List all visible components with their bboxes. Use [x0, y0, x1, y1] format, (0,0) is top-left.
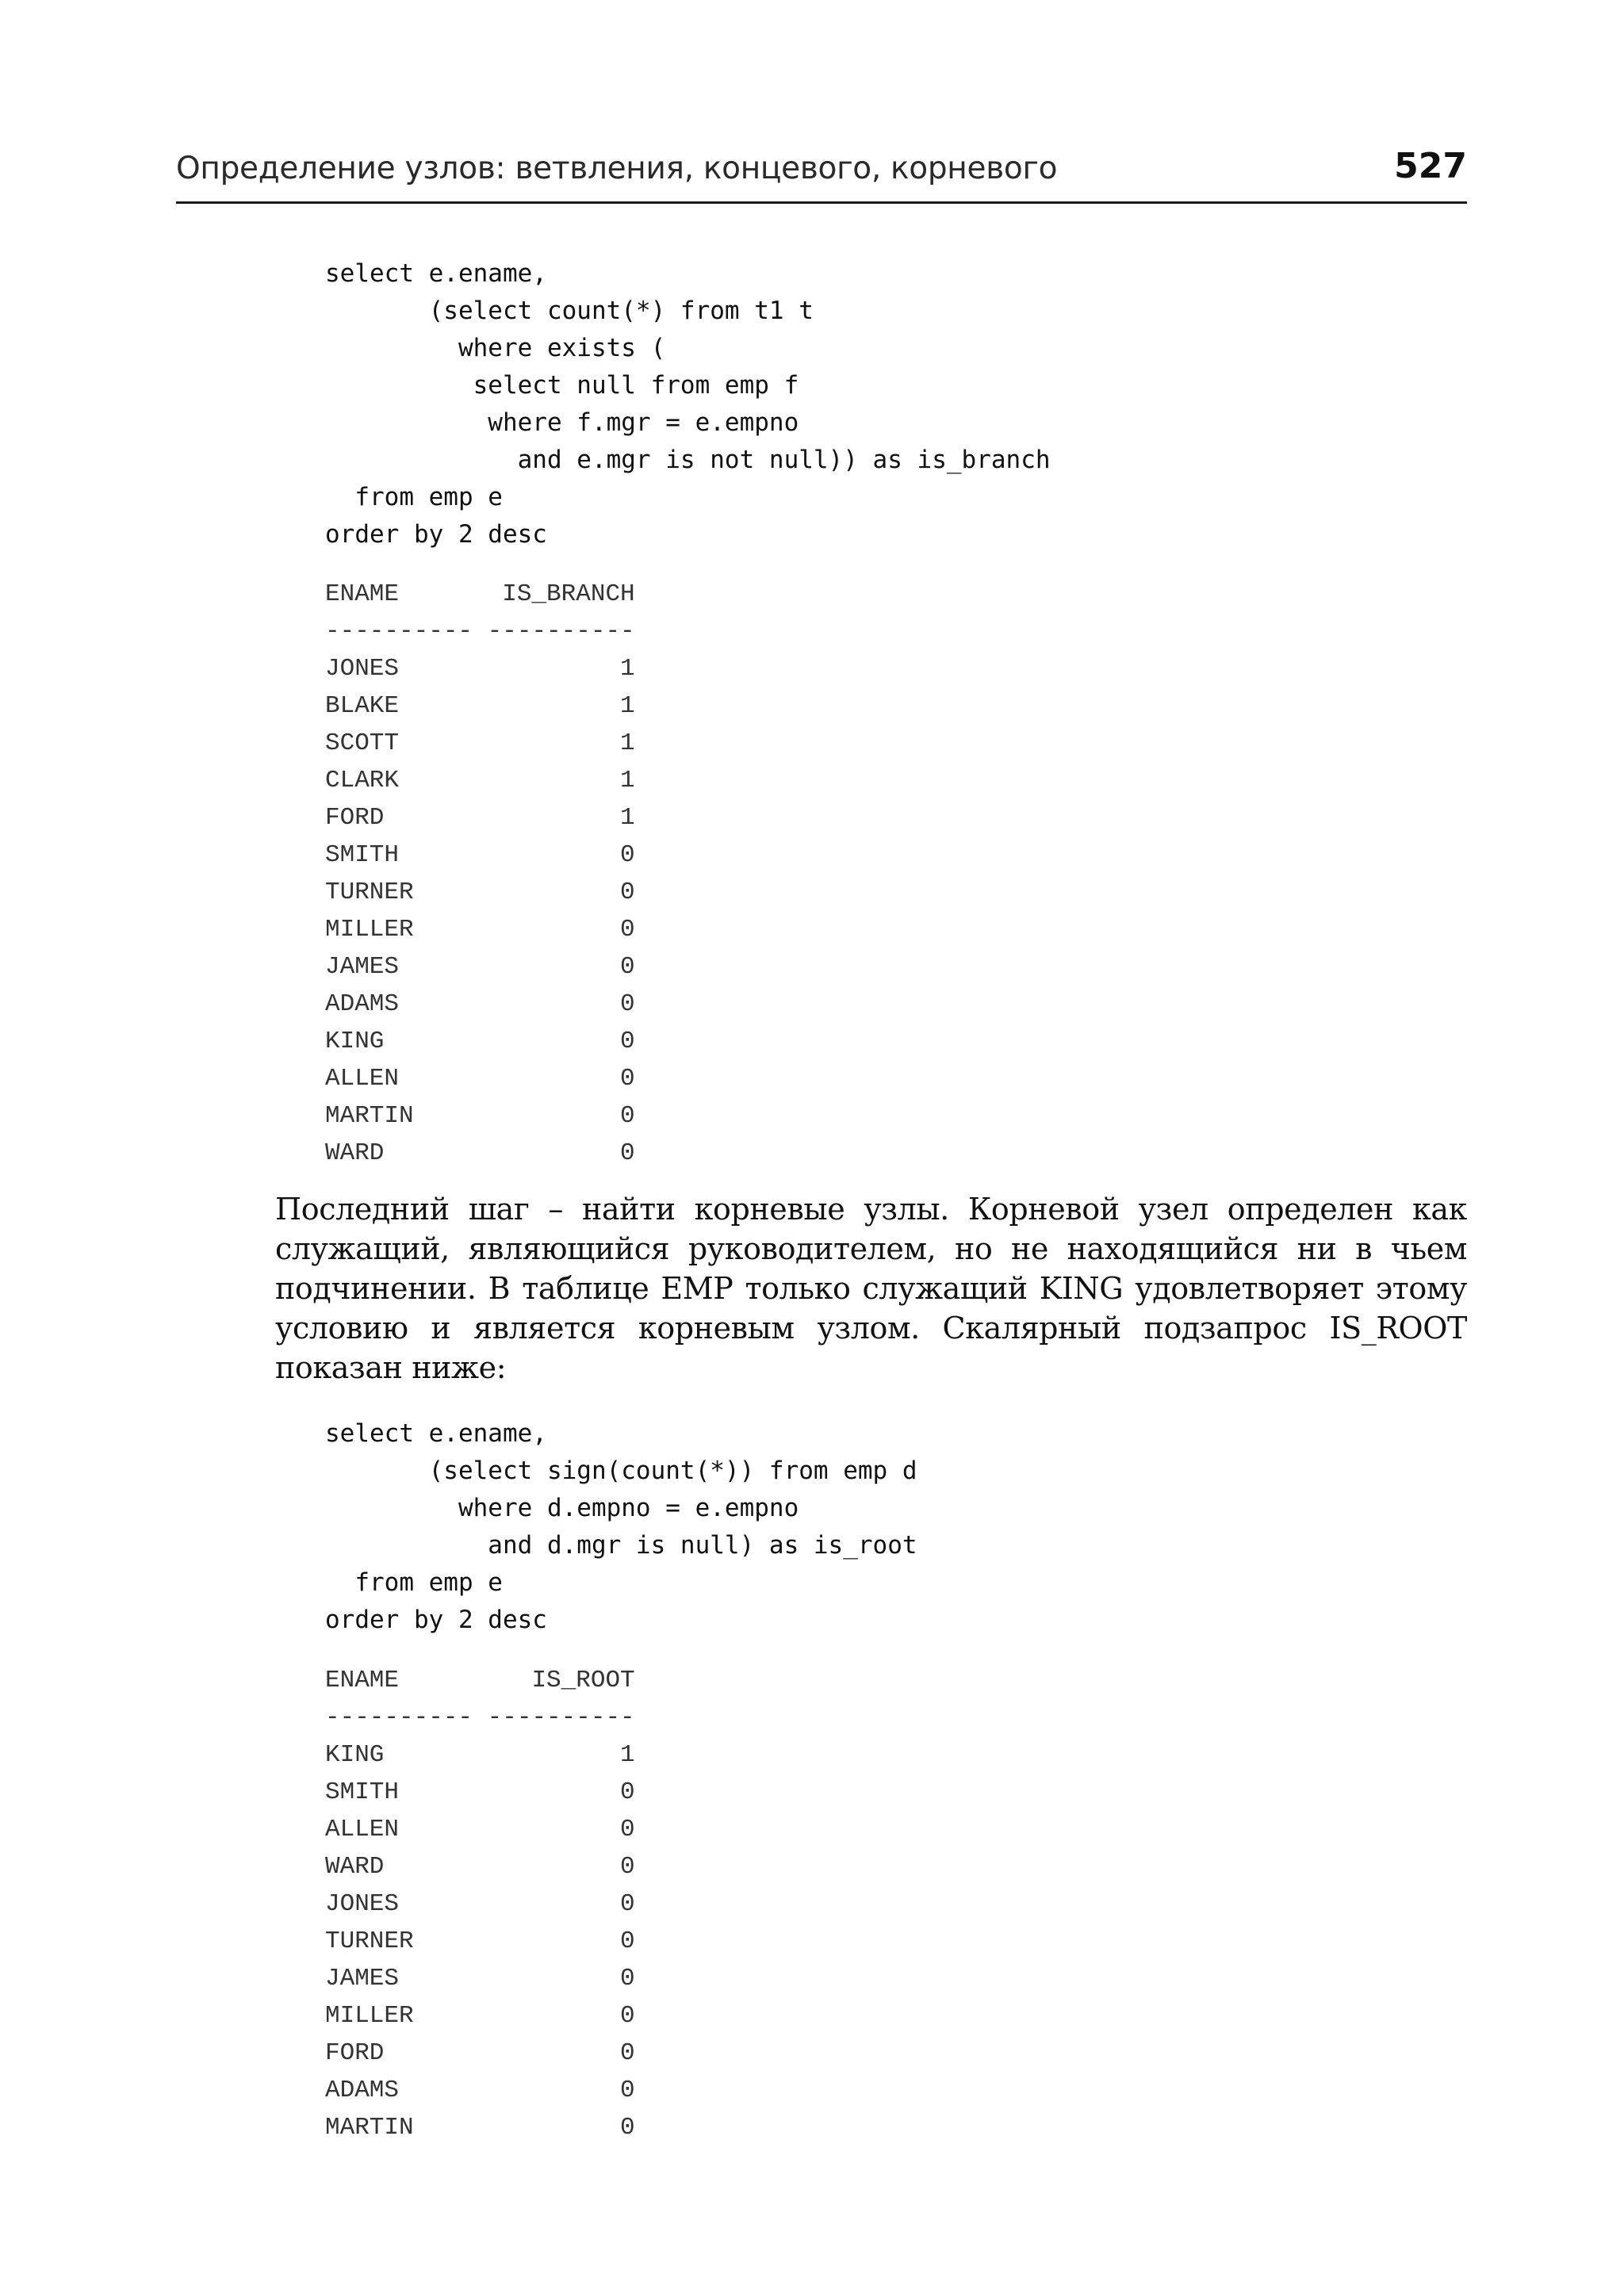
result-row: CLARK 1: [325, 767, 635, 794]
result-table-is-branch: [325, 576, 635, 1172]
result-row: MILLER 0: [325, 916, 635, 944]
result-separator: ---------- ----------: [325, 618, 635, 645]
result-row: ALLEN 0: [325, 1816, 635, 1843]
result-row: MILLER 0: [325, 2002, 635, 2030]
result-row: MARTIN 0: [325, 2114, 635, 2142]
result-row: ADAMS 0: [325, 990, 635, 1018]
code-line: (select count(*) from t1 t: [325, 297, 814, 325]
result-row: SMITH 0: [325, 1778, 635, 1806]
code-line: where d.empno = e.empno: [325, 1494, 799, 1522]
result-header: ENAME IS_ROOT: [325, 1667, 635, 1694]
result-row: BLAKE 1: [325, 692, 635, 720]
result-row: MARTIN 0: [325, 1102, 635, 1130]
code-line: select e.ename,: [325, 259, 547, 288]
code-line: (select sign(count(*)) from emp d: [325, 1457, 917, 1485]
code-line: and d.mgr is null) as is_root: [325, 1531, 917, 1560]
result-row: JAMES 0: [325, 953, 635, 981]
code-line: select e.ename,: [325, 1419, 547, 1448]
sql-query-is-branch: [325, 255, 1051, 553]
result-row: WARD 0: [325, 1853, 635, 1881]
result-row: FORD 0: [325, 2039, 635, 2067]
result-row: WARD 0: [325, 1139, 635, 1167]
code-line: select null from emp f: [325, 371, 799, 400]
code-line: where f.mgr = e.empno: [325, 408, 799, 437]
code-line: order by 2 desc: [325, 520, 547, 549]
result-row: FORD 1: [325, 804, 635, 832]
result-row: SMITH 0: [325, 841, 635, 869]
result-table-is-root: [325, 1662, 635, 2146]
result-row: JONES 1: [325, 655, 635, 683]
page-number: 527: [1394, 146, 1467, 186]
result-row: KING 0: [325, 1028, 635, 1055]
code-line: and e.mgr is not null)) as is_branch: [325, 446, 1051, 474]
result-row: JONES 0: [325, 1890, 635, 1918]
result-row: ALLEN 0: [325, 1065, 635, 1093]
result-row: JAMES 0: [325, 1965, 635, 1992]
result-row: KING 1: [325, 1741, 635, 1769]
code-line: order by 2 desc: [325, 1606, 547, 1634]
page-header: [176, 146, 1467, 204]
code-line: from emp e: [325, 1568, 503, 1597]
code-line: from emp e: [325, 483, 503, 511]
result-header: ENAME IS_BRANCH: [325, 580, 635, 608]
result-separator: ---------- ----------: [325, 1704, 635, 1732]
code-line: where exists (: [325, 334, 666, 362]
result-row: TURNER 0: [325, 879, 635, 906]
result-row: SCOTT 1: [325, 729, 635, 757]
body-paragraph: Последний шаг – найти корневые узлы. Корневой узел определен как служащий, являющийся руководителем, но не находящийся ни в чьем подчинении. В таблице EMP только служащий KING удовлетворяет этому условию и является корневым узлом. Скалярный подзапрос IS_ROOT показан ниже:: [275, 1192, 1467, 1385]
result-row: ADAMS 0: [325, 2077, 635, 2104]
running-title: Определение узлов: ветвления, концевого, корневого: [176, 151, 1058, 186]
result-row: TURNER 0: [325, 1927, 635, 1955]
sql-query-is-root: [325, 1415, 917, 1639]
